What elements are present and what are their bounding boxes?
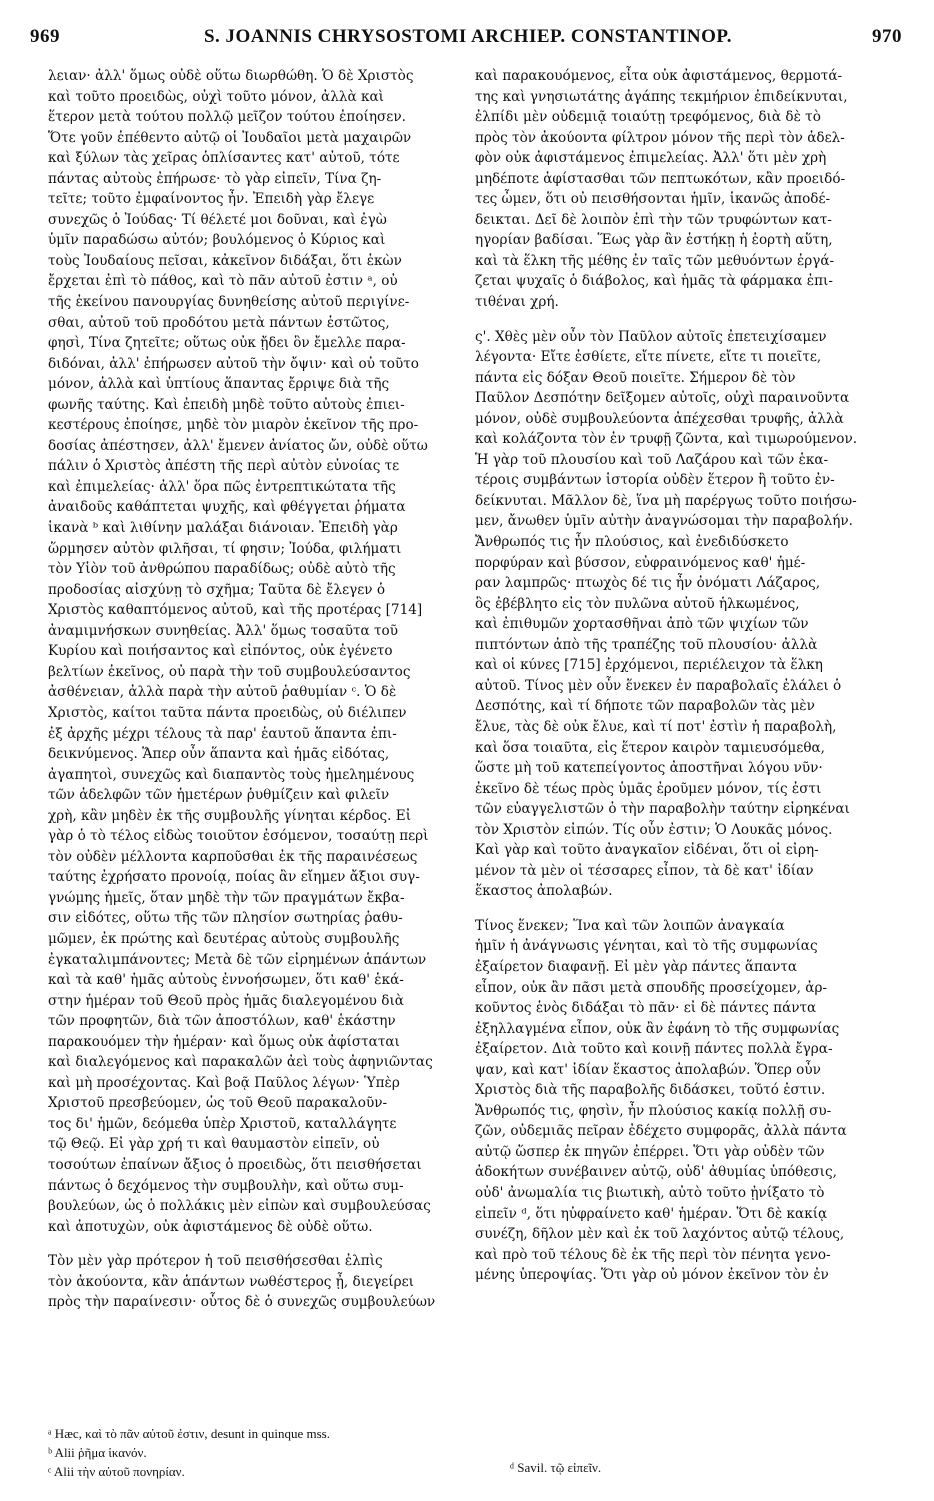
- left-paragraph-2: Τὸν μὲν γὰρ πρότερον ἡ τοῦ πεισθήσεσθαι ἐλπὶς τὸν ἀκούοντα, κἂν ἁπάντων νωθέστερος ᾖ, διεγείρει πρὸς τὴν παραίνεσιν· οὗτος δὲ ὁ συνεχῶς συμβουλεύων: [48, 1253, 436, 1311]
- footnote-b: ᵇ Alii ῥῆμα ἱκανόν.: [48, 1445, 147, 1460]
- footnote-a: ᵃ Hæc, καὶ τὸ πᾶν αὐτοῦ ἐστιν, desunt in quinque mss.: [48, 1426, 330, 1441]
- footnote-d: ᵈ Savil. τῷ εἰπεῖν.: [510, 1460, 602, 1475]
- left-paragraph-1: λειαν· ἀλλ' ὅμως οὐδὲ οὕτω διωρθώθη. Ὁ δὲ Χριστὸς καὶ τοῦτο προειδὼς, οὐχὶ τοῦτο μόνον, ἀλλὰ καὶ ἕτερον μετὰ τούτου πολλῷ μεῖζον τούτου ἐποίησεν. Ὅτε γοῦν ἐπέθεντο αὐτῷ οἱ Ἰουδαῖοι μετὰ μαχαιρῶν καὶ ξύλων τὰς χεῖρας ὁπλίσαντες κατ' αὐτοῦ, τότε πάντας αὐτοὺς ἐπήρωσε· τὸ γὰρ εἰπεῖν, Τίνα ζη- τεῖτε; τοῦτο ἐμφαίνοντος ἦν. Ἐπειδὴ γὰρ ἔλεγε συνεχῶς ὁ Ἰούδας· Τί θέλετέ μοι δοῦναι, καὶ ἐγὼ ὑμῖν παραδώσω αὐτόν; βουλόμενος ὁ Κύριος καὶ τοὺς Ἰουδαίους πεῖσαι, κἀκεῖνον διδάξαι, ὅτι ἑκὼν ἔρχεται ἐπὶ τὸ πάθος, καὶ τὸ πᾶν αὐτοῦ ἐστιν ᵃ, οὐ τῆς ἐκείνου πανουργίας δυνηθείσης αὐτοῦ περιγίνε- σθαι, αὐτοῦ τοῦ προδότου μετὰ πάντων ἑστῶτος, φησὶ, Τίνα ζητεῖτε; οὕτως οὐκ ᾔδει ὃν ἔμελλε παρα- διδόναι, ἀλλ' ἐπήρωσεν αὐτοῦ τὴν ὄψιν· καὶ οὐ τοῦτο μόνον, ἀλλὰ καὶ ὑπτίους ἅπαντας ἔρριψε διὰ τῆς φωνῆς ταύτης. Καὶ ἐπειδὴ μηδὲ τοῦτο αὐτοὺς ἐπιει- κεστέρους ἐποίησε, μηδὲ τὸν μιαρὸν ἐκεῖνον τῆς προ- δοσίας ἀπέστησεν, ἀλλ' ἔμενεν ἀνίατος ὤν, οὐδὲ οὕτω πάλιν ὁ Χριστὸς ἀπέστη τῆς περὶ αὐτὸν εὐνοίας τε καὶ ἐπιμελείας· ἀλλ' ὅρα πῶς ἐντρεπτικώτατα τῆς ἀναιδοῦς καθάπτεται ψυχῆς, καὶ φθέγγεται ῥήματα ἱκανὰ ᵇ καὶ λιθίνην μαλάξαι διάνοιαν. Ἐπειδὴ γὰρ ὥρμησεν αὐτὸν φιλῆσαι, τί φησιν; Ἰούδα, φιλήματι τὸν Υἱὸν τοῦ ἀνθρώπου παραδίδως; οὐδὲ αὐτὸ τῆς προδοσίας αἰσχύνῃ τὸ σχῆμα; Ταῦτα δὲ ἔλεγεν ὁ Χριστὸς καθαπτόμενος αὐτοῦ, καὶ τῆς προτέρας [714] ἀναμιμνήσκων συνηθείας. Ἀλλ' ὅμως τοσαῦτα τοῦ Κυρίου καὶ ποιήσαντος καὶ εἰπόντος, οὐκ ἐγένετο βελτίων ἐκεῖνος, οὐ παρὰ τὴν τοῦ συμβουλεύσαντος ἀσθένειαν, ἀλλὰ παρὰ τὴν αὐτοῦ ῥαθυμίαν ᶜ. Ὁ δὲ Χριστὸς, καίτοι ταῦτα πάντα προειδὼς, οὐ διέλιπεν ἐξ ἀρχῆς μέχρι τέλους τὰ παρ' ἑαυτοῦ ἅπαντα ἐπι- δεικνύμενος. Ἅπερ οὖν ἅπαντα καὶ ἡμᾶς εἰδότας, ἀγαπητοὶ, συνεχῶς καὶ διαπαντὸς τοὺς ἠμελημένους τῶν ἀδελφῶν τῶν ἡμετέρων ῥυθμίζειν καὶ φιλεῖν χρὴ, κἂν μηδὲν ἐκ τῆς συμβουλῆς γίνηται κέρδος. Εἰ γὰρ ὁ τὸ τέλος εἰδὼς τοιοῦτον ἐσόμενον, τοσαύτῃ περὶ τὸν οὐδὲν μέλλοντα καρποῦσθαι ἐκ τῆς παραινέσεως ταύτης ἐχρήσατο προνοίᾳ, ποίας ἂν εἴημεν ἄξιοι συγ- γνώμης ἡμεῖς, ὅταν μηδὲ τὴν τῶν πραγμάτων ἔκβα- σιν εἰδότες, οὕτω τῆς τῶν πλησίον σωτηρίας ῥαθυ- μῶμεν, ἐκ πρώτης καὶ δευτέρας αὐτοὺς συμβουλῆς ἐγκαταλιμπάνοντες; Μετὰ δὲ τῶν εἰρημένων ἁπάντων καὶ τὰ καθ' ἡμᾶς αὐτοὺς ἐννοήσωμεν, ὅτι καθ' ἑκά- στην ἡμέραν τοῦ Θεοῦ πρὸς ἡμᾶς διαλεγομένου διὰ τῶν προφητῶν, διὰ τῶν ἀποστόλων, καθ' ἑκάστην παρακουόμεν τὴν ἡμέραν· καὶ ὅμως οὐκ ἀφίσταται καὶ διαλεγόμενος καὶ παρακαλῶν ἀεὶ τοὺς ἀφηνιῶντας καὶ μὴ προσέχοντας. Καὶ βοᾷ Παῦλος λέγων· Ὑπὲρ Χριστοῦ πρεσβεύομεν, ὡς τοῦ Θεοῦ παρακαλοῦν- τος δι' ἡμῶν, δεόμεθα ὑπὲρ Χριστοῦ, καταλλάγητε τῷ Θεῷ. Εἰ γὰρ χρή τι καὶ θαυμαστὸν εἰπεῖν, οὐ τοσούτων ἐπαίνων ἄξιος ὁ προειδὼς, ὅτι πεισθήσεται πάντως ὁ δεχόμενος τὴν συμβουλὴν, καὶ οὕτω συμ- βουλεύων, ὡς ὁ πολλάκις μὲν εἰπὼν καὶ συμβουλεύσας καὶ ἀποτυχὼν, οὐκ ἀφιστάμενος δὲ οὐδὲ οὕτω.: [48, 68, 433, 1235]
- right-paragraph-1: καὶ παρακουόμενος, εἶτα οὐκ ἀφιστάμενος, θερμοτά- της καὶ γνησιωτάτης ἀγάπης τεκμήριον ἐπιδείκνυται, ἐλπίδι μὲν οὐδεμιᾷ τοιαύτῃ τρεφόμενος, διὰ δὲ τὸ πρὸς τὸν ἀκούοντα φίλτρον μόνον τῆς περὶ τὸν ἀδελ- φὸν οὐκ ἀφιστάμενος ἐπιμελείας. Ἀλλ' ὅτι μὲν χρὴ μηδέποτε ἀφίστασθαι τῶν πεπτωκότων, κἂν προειδό- τες ὦμεν, ὅτι οὐ πεισθήσονται ἡμῖν, ἱκανῶς ἀποδέ- δεικται. Δεῖ δὲ λοιπὸν ἐπὶ τὴν τῶν τρυφώντων κατ- ηγορίαν βαδίσαι. Ἕως γὰρ ἂν ἑστήκῃ ἡ ἑορτὴ αὕτη, καὶ τὰ ἕλκη τῆς μέθης ἐν ταῖς τῶν μεθυόντων ἐργά- ζεται ψυχαῖς ὁ διάβολος, καὶ ἡμᾶς τὰ φάρμακα ἐπι- τιθέναι χρή.: [475, 68, 848, 311]
- right-paragraph-2: ς'. Χθὲς μὲν οὖν τὸν Παῦλον αὐτοῖς ἐπετειχίσαμεν λέγοντα· Εἴτε ἐσθίετε, εἴτε πίνετε, εἴτε τι ποιεῖτε, πάντα εἰς δόξαν Θεοῦ ποιεῖτε. Σήμερον δὲ τὸν Παῦλον Δεσπότην δεῖξομεν αὐτοῖς, οὐχὶ παραινοῦντα μόνον, οὐδὲ συμβουλεύοντα ἀπέχεσθαι τρυφῆς, ἀλλὰ καὶ κολάζοντα τὸν ἐν τρυφῇ ζῶντα, καὶ τιμωρούμενον. Ἡ γὰρ τοῦ πλουσίου καὶ τοῦ Λαζάρου καὶ τῶν ἑκα- τέροις συμβάντων ἱστορία οὐδὲν ἕτερον ἢ τοῦτο ἐν- δείκνυται. Μᾶλλον δὲ, ἵνα μὴ παρέργως τοῦτο ποιήσω- μεν, ἄνωθεν ὑμῖν αὐτὴν ἀναγνώσομαι τὴν παραβολήν. Ἄνθρωπός τις ἦν πλούσιος, καὶ ἐνεδιδύσκετο πορφύραν καὶ βύσσον, εὐφραινόμενος καθ' ἡμέ- ραν λαμπρῶς· πτωχὸς δέ τις ἦν ὀνόματι Λάζαρος, ὃς ἐβέβλητο εἰς τὸν πυλῶνα αὐτοῦ ἡλκωμένος, καὶ ἐπιθυμῶν χορτασθῆναι ἀπὸ τῶν ψιχίων τῶν πιπτόντων ἀπὸ τῆς τραπέζης τοῦ πλουσίου· ἀλλὰ καὶ οἱ κύνες [715] ἐρχόμενοι, περιέλειχον τὰ ἕλκη αὐτοῦ. Τίνος μὲν οὖν ἕνεκεν ἐν παραβολαῖς ἐλάλει ὁ Δεσπότης, καὶ τί δήποτε τῶν παραβολῶν τὰς μὲν ἔλυε, τὰς δὲ οὐκ ἔλυε, καὶ τί ποτ' ἐστὶν ἡ παραβολὴ, καὶ ὅσα τοιαῦτα, εἰς ἕτερον καιρὸν ταμιευσόμεθα, ὥστε μὴ τοῦ κατεπείγοντος ἀποστῆναι λόγου νῦν· ἐκεῖνο δὲ τέως πρὸς ὑμᾶς ἐροῦμεν μόνον, τίς ἐστι τῶν εὐαγγελιστῶν ὁ τὴν παραβολὴν ταύτην εἰρηκέναι τὸν Χριστὸν εἰπών. Τίς οὖν ἐστιν; Ὁ Λουκᾶς μόνος. Καὶ γὰρ καὶ τοῦτο ἀναγκαῖον εἰδέναι, ὅτι οἱ εἰρη- μένον τὰ μὲν οἱ τέσσαρες εἶπον, τὰ δὲ κατ' ἰδίαν ἕκαστος ἀπολαβών.: [475, 328, 858, 900]
- page-number-left: 969: [30, 26, 60, 47]
- footnotes-left: [48, 1424, 468, 1481]
- right-column: [475, 66, 897, 1286]
- right-paragraph-3: Τίνος ἕνεκεν; Ἵνα καὶ τῶν λοιπῶν ἀναγκαία ἡμῖν ἡ ἀνάγνωσις γένηται, καὶ τὸ τῆς συμφωνίας ἐξαίρετον διαφανῇ. Εἰ μὲν γὰρ πάντες ἅπαντα εἶπον, οὐκ ἂν πᾶσι μετὰ σπουδῆς προσείχομεν, ἀρ- κοῦντος ἑνὸς διδάξαι τὸ πᾶν· εἰ δὲ πάντες πάντα ἐξηλλαγμένα εἶπον, οὐκ ἂν ἐφάνη τὸ τῆς συμφωνίας ἐξαίρετον. Διὰ τοῦτο καὶ κοινῇ πάντες πολλὰ ἔγρα- ψαν, καὶ κατ' ἰδίαν ἕκαστος ἀπολαβών. Ὅπερ οὖν Χριστὸς διὰ τῆς παραβολῆς διδάσκει, τοῦτό ἐστιν. Ἄνθρωπός τις, φησὶν, ἦν πλούσιος κακίᾳ πολλῇ συ- ζῶν, οὐδεμιᾶς πεῖραν ἐδέχετο συμφορᾶς, ἀλλὰ πάντα αὐτῷ ὥσπερ ἐκ πηγῶν ἐπέρρει. Ὅτι γὰρ οὐδὲν τῶν ἀδοκήτων συνέβαινεν αὐτῷ, οὐδ' ἀθυμίας ὑπόθεσις, οὐδ' ἀνωμαλία τις βιωτικὴ, αὐτὸ τοῦτο ᾐνίξατο τὸ εἰπεῖν ᵈ, ὅτι ηὐφραίνετο καθ' ἡμέραν. Ὅτι δὲ κακίᾳ συνέζη, δῆλον μὲν καὶ ἐκ τοῦ λαχόντος αὐτῷ τέλους, καὶ πρὸ τοῦ τέλους δὲ ἐκ τῆς περὶ τὸν πένητα γενο- μένης ὑπεροψίας. Ὅτι γὰρ οὐ μόνον ἐκεῖνον τὸν ἐν: [475, 917, 847, 1284]
- running-header: [28, 26, 908, 56]
- running-title: S. JOANNIS CHRYSOSTOMI ARCHIEP. CONSTANTINOP.: [203, 26, 733, 47]
- footnote-c: ᶜ Alii τὴν αὐτοῦ πονηρίαν.: [48, 1464, 185, 1479]
- left-column: [48, 66, 461, 1313]
- page-number-right: 970: [872, 26, 902, 47]
